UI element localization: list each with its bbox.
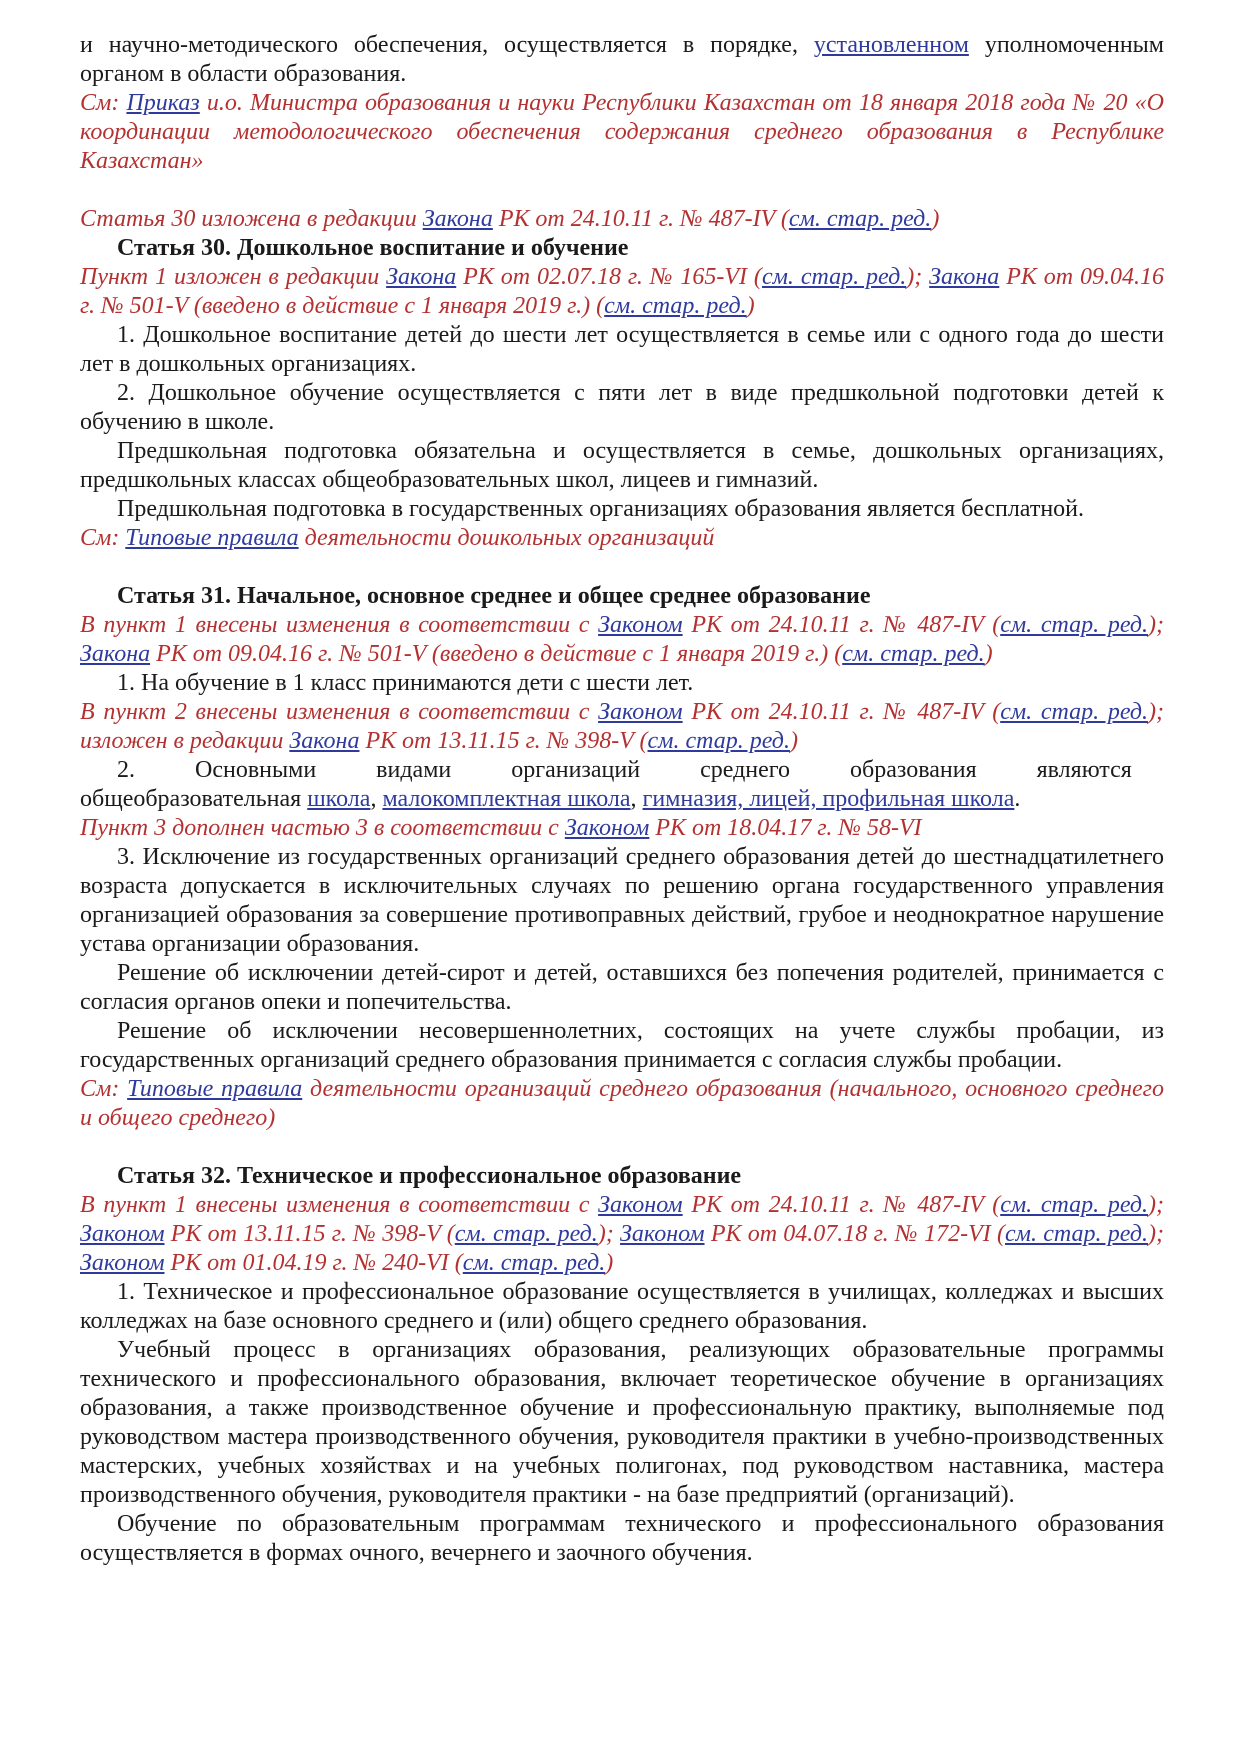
- text-run: 1. Техническое и профессиональное образование осуществляется в училищах, колледжах и высших колледжах на базе основного среднего и (или) общего среднего образования.: [80, 1279, 1164, 1334]
- blank-line: [80, 1133, 1164, 1162]
- annotation-note: [80, 89, 1164, 176]
- text-run: В пункт 1 внесены изменения в соответствии с: [80, 612, 599, 638]
- text-run: См:: [80, 525, 126, 551]
- text-run: РК от 09.04.16 г. № 501-V (введено в действие с 1 января 2019 г.) (: [150, 641, 843, 667]
- hyperlink[interactable]: Закона: [929, 264, 1000, 290]
- hyperlink[interactable]: см. стар. ред.: [462, 1250, 606, 1276]
- text-run: РК от 02.07.18 г. № 165-VI (: [456, 264, 762, 290]
- annotation-note: [80, 1191, 1164, 1278]
- text-run: уполномоченным органом в области образования.: [80, 32, 1164, 87]
- paragraph: [80, 437, 1164, 495]
- paragraph: [80, 495, 1164, 524]
- hyperlink[interactable]: см. стар. ред.: [761, 264, 907, 290]
- text-run: РК от 24.10.11 г. № 487-IV (: [682, 1192, 1001, 1218]
- paragraph: [80, 1017, 1164, 1075]
- text-run: РК от 04.07.18 г. № 172-VI (: [704, 1221, 1005, 1247]
- hyperlink[interactable]: Законом: [620, 1221, 705, 1247]
- text-run: );: [1148, 612, 1164, 638]
- hyperlink[interactable]: Закона: [386, 264, 457, 290]
- text-run: РК от 24.10.11 г. № 487-IV (: [682, 699, 1001, 725]
- text-run: 2. Основными видами организаций среднего образования являются: [117, 757, 1132, 783]
- annotation-note: [80, 814, 1164, 843]
- text-run: В пункт 1 внесены изменения в соответствии с: [80, 1192, 599, 1218]
- hyperlink[interactable]: см. стар. ред.: [1000, 699, 1149, 725]
- text-run: ,: [630, 786, 643, 812]
- text-run: Пункт 3 дополнен частью 3 в соответствии с: [80, 815, 565, 841]
- text-run: Обучение по образовательным программам технического и профессионального образования осуществляется в формах очного, вечернего и заочного обучения.: [80, 1511, 1164, 1566]
- annotation-note: [80, 611, 1164, 669]
- annotation-note: [80, 263, 1164, 321]
- hyperlink[interactable]: Закона: [289, 728, 360, 754]
- hyperlink[interactable]: школа: [307, 786, 371, 812]
- text-run: ): [746, 293, 755, 319]
- hyperlink[interactable]: малокомплектная школа: [382, 786, 631, 812]
- text-run: Статья 31. Начальное, основное среднее и общее среднее образование: [117, 583, 871, 609]
- hyperlink[interactable]: см. стар. ред.: [604, 293, 747, 319]
- text-run: ): [984, 641, 993, 667]
- hyperlink[interactable]: Закона: [422, 206, 493, 232]
- text-run: 1. На обучение в 1 класс принимаются дети с шести лет.: [117, 670, 694, 696]
- text-run: деятельности организаций среднего образования (начального, основного среднего и общего среднего): [80, 1076, 1164, 1131]
- annotation-note: [80, 698, 1164, 756]
- paragraph: [80, 959, 1164, 1017]
- hyperlink[interactable]: см. стар. ред.: [1000, 612, 1149, 638]
- article-heading: [80, 234, 1164, 263]
- hyperlink[interactable]: установленном: [813, 32, 969, 58]
- text-run: Статья 30 изложена в редакции: [80, 206, 423, 232]
- paragraph: [80, 669, 1164, 698]
- text-run: и научно-методического обеспечения, осуществляется в порядке,: [80, 32, 814, 58]
- hyperlink[interactable]: Типовые правила: [125, 525, 299, 551]
- hyperlink[interactable]: см. стар. ред.: [1005, 1221, 1148, 1247]
- text-run: общеобразовательная: [80, 786, 308, 812]
- text-run: См:: [80, 90, 127, 116]
- hyperlink[interactable]: Законом: [80, 1221, 165, 1247]
- hyperlink[interactable]: см. стар. ред.: [842, 641, 985, 667]
- text-run: РК от 18.04.17 г. № 58-VI: [649, 815, 922, 841]
- hyperlink[interactable]: см. стар. ред.: [1000, 1192, 1149, 1218]
- text-run: РК от 13.11.15 г. № 398-V (: [359, 728, 648, 754]
- hyperlink[interactable]: Законом: [598, 699, 683, 725]
- text-run: .: [1014, 786, 1021, 812]
- hyperlink[interactable]: Закона: [80, 641, 151, 667]
- text-run: Решение об исключении детей-сирот и детей, оставшихся без попечения родителей, принимается с согласия органов опеки и попечительства.: [80, 960, 1164, 1015]
- paragraph: [80, 379, 1164, 437]
- text-run: 1. Дошкольное воспитание детей до шести лет осуществляется в семье или с одного года до шести лет в дошкольных организациях.: [80, 322, 1164, 377]
- text-run: );: [1148, 1221, 1164, 1247]
- hyperlink[interactable]: см. стар. ред.: [454, 1221, 598, 1247]
- text-run: ): [931, 206, 940, 232]
- text-run: ,: [370, 786, 383, 812]
- text-run: 3. Исключение из государственных организаций среднего образования детей до шестнадцатилетнего возраста допускается в исключительных случаях по решению органа государственного управления организацией образования за совершение противоправных действий, грубое и неоднократное нарушение устава организации образования.: [80, 844, 1164, 957]
- text-run: и.о. Министра образования и науки Республики Казахстан от 18 января 2018 года № 20 «О координации методологического обеспечения содержания среднего образования в Республике Казахстан»: [80, 90, 1164, 174]
- hyperlink[interactable]: Законом: [80, 1250, 165, 1276]
- blank-line: [80, 176, 1164, 205]
- annotation-note: [80, 205, 1164, 234]
- blank-line: [80, 553, 1164, 582]
- text-run: ): [789, 728, 798, 754]
- paragraph: [80, 1278, 1164, 1336]
- hyperlink[interactable]: Приказ: [126, 90, 200, 116]
- text-run: РК от 01.04.19 г. № 240-VI (: [164, 1250, 463, 1276]
- text-run: РК от 24.10.11 г. № 487-IV (: [682, 612, 1001, 638]
- paragraph: [80, 756, 1164, 814]
- article-heading: [80, 1162, 1164, 1191]
- paragraph: [80, 31, 1164, 89]
- text-run: Статья 30. Дошкольное воспитание и обучение: [117, 235, 629, 261]
- hyperlink[interactable]: Законом: [598, 1192, 683, 1218]
- text-run: Предшкольная подготовка обязательна и осуществляется в семье, дошкольных организациях, предшкольных классах общеобразовательных школ, лицеев и гимназий.: [80, 438, 1164, 493]
- text-run: РК от 09.04.16 г. № 501-V (введено в действие с 1 января 2019 г.) (: [80, 264, 1165, 319]
- hyperlink[interactable]: Законом: [564, 815, 650, 841]
- text-run: );: [1148, 1192, 1164, 1218]
- paragraph: [80, 1510, 1164, 1568]
- text-run: Учебный процесс в организациях образования, реализующих образовательные программы технического и профессионального образования, включает теоретическое обучение в организациях образования, а также производственное обучение и профессиональную практику, выполняемые под руководством мастера производственного обучения, руководителя практики в учебно-производственных мастерских, учебных хозяйствах и на учебных полигонах, под руководством наставника, мастера производственного обучения, руководителя практики - на базе предприятий (организаций).: [80, 1337, 1164, 1508]
- text-run: ): [605, 1250, 614, 1276]
- annotation-note: [80, 1075, 1164, 1133]
- hyperlink[interactable]: Законом: [598, 612, 683, 638]
- paragraph: [80, 1336, 1164, 1510]
- text-run: См:: [80, 1076, 128, 1102]
- text-run: РК от 24.10.11 г. № 487-IV (: [492, 206, 789, 232]
- paragraph: [80, 321, 1164, 379]
- annotation-note: [80, 524, 1164, 553]
- text-run: Решение об исключении несовершеннолетних, состоящих на учете службы пробации, из государственных организаций среднего образования принимается с согласия службы пробации.: [80, 1018, 1164, 1073]
- text-run: Статья 32. Техническое и профессиональное образование: [117, 1163, 742, 1189]
- text-run: ); изложен в редакции: [80, 699, 1164, 754]
- text-run: );: [597, 1221, 621, 1247]
- text-run: деятельности дошкольных организаций: [298, 525, 715, 551]
- text-run: 2. Дошкольное обучение осуществляется с пяти лет в виде предшкольной подготовки детей к обучению в школе.: [80, 380, 1164, 435]
- text-run: );: [906, 264, 930, 290]
- text-run: Предшкольная подготовка в государственных организациях образования является бесплатной.: [117, 496, 1085, 522]
- text-run: В пункт 2 внесены изменения в соответствии с: [80, 699, 599, 725]
- hyperlink[interactable]: см. стар. ред.: [788, 206, 932, 232]
- hyperlink[interactable]: см. стар. ред.: [647, 728, 790, 754]
- article-heading: [80, 582, 1164, 611]
- paragraph: [80, 843, 1164, 959]
- hyperlink[interactable]: Типовые правила: [127, 1076, 303, 1102]
- hyperlink[interactable]: гимназия, лицей, профильная школа: [642, 786, 1015, 812]
- text-run: Пункт 1 изложен в редакции: [80, 264, 387, 290]
- text-run: РК от 13.11.15 г. № 398-V (: [164, 1221, 455, 1247]
